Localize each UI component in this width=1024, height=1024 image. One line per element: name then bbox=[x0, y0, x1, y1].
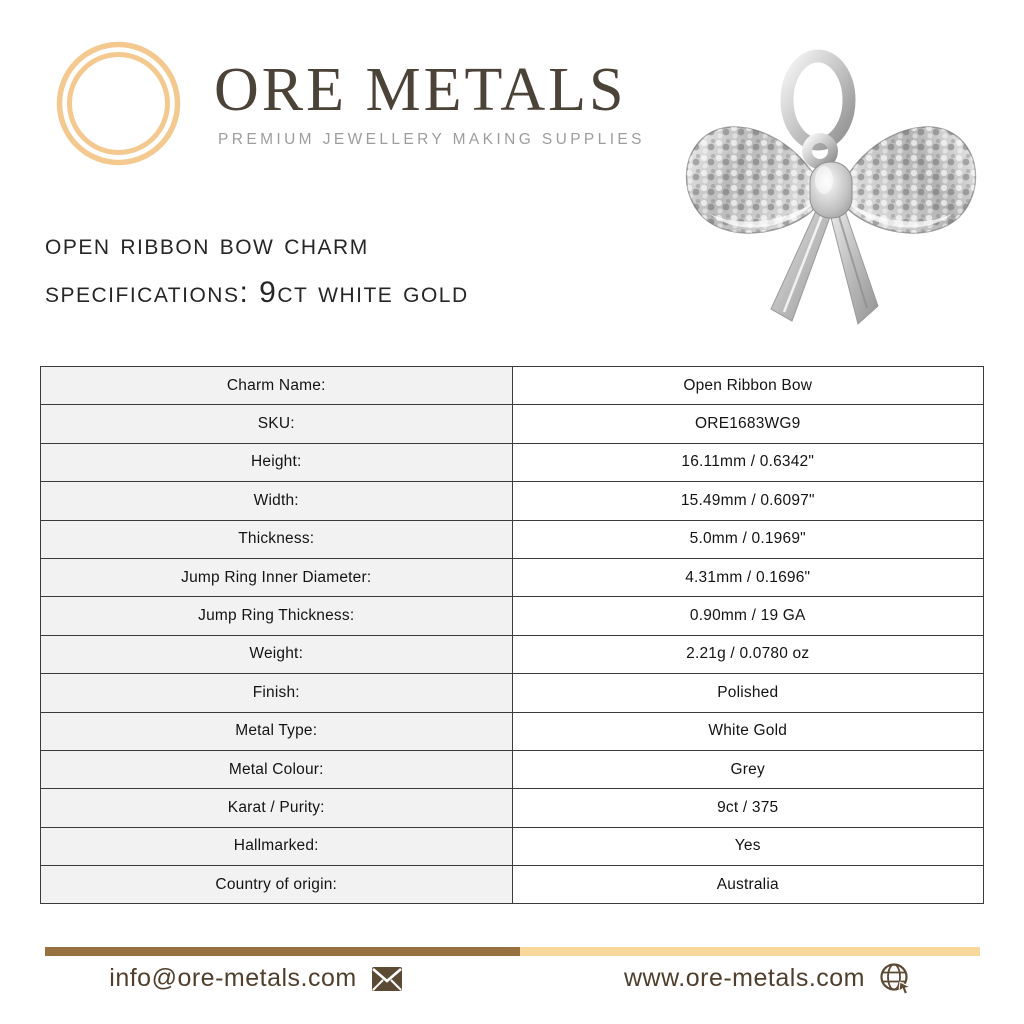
brand-name: ORE METALS bbox=[214, 56, 627, 124]
spec-value: ORE1683WG9 bbox=[512, 405, 984, 443]
divider-dark-segment bbox=[45, 947, 520, 956]
table-row bbox=[41, 597, 984, 635]
spec-label: Weight: bbox=[41, 635, 513, 673]
spec-value: Yes bbox=[512, 827, 984, 865]
spec-value: Open Ribbon Bow bbox=[512, 367, 984, 405]
spec-value: Grey bbox=[512, 750, 984, 788]
spec-label: Jump Ring Thickness: bbox=[41, 597, 513, 635]
product-titles bbox=[45, 221, 469, 317]
spec-value: Australia bbox=[512, 866, 984, 904]
divider-light-segment bbox=[520, 947, 980, 956]
spec-value: Polished bbox=[512, 674, 984, 712]
website-text: www.ore-metals.com bbox=[624, 964, 865, 992]
product-photo-bow-charm bbox=[670, 34, 992, 346]
spec-label: Thickness: bbox=[41, 520, 513, 558]
email-text: info@ore-metals.com bbox=[109, 964, 357, 992]
spec-label: Hallmarked: bbox=[41, 827, 513, 865]
spec-value: 5.0mm / 0.1969" bbox=[512, 520, 984, 558]
logo-rings-icon bbox=[55, 40, 182, 167]
spec-label: SKU: bbox=[41, 405, 513, 443]
table-row bbox=[41, 520, 984, 558]
footer-divider bbox=[45, 947, 980, 956]
table-row bbox=[41, 405, 984, 443]
spec-label: Charm Name: bbox=[41, 367, 513, 405]
brand-logo bbox=[55, 40, 645, 167]
table-row bbox=[41, 482, 984, 520]
spec-table bbox=[40, 366, 984, 904]
table-row bbox=[41, 635, 984, 673]
table-row bbox=[41, 443, 984, 481]
spec-label: Finish: bbox=[41, 674, 513, 712]
spec-label: Metal Colour: bbox=[41, 750, 513, 788]
spec-value: 4.31mm / 0.1696" bbox=[512, 558, 984, 596]
table-row bbox=[41, 712, 984, 750]
spec-label: Metal Type: bbox=[41, 712, 513, 750]
product-title: open ribbon bow charm bbox=[45, 228, 369, 261]
spec-label: Height: bbox=[41, 443, 513, 481]
envelope-icon bbox=[371, 966, 403, 992]
brand-tagline: PREMIUM JEWELLERY MAKING SUPPLIES bbox=[218, 131, 645, 148]
table-row bbox=[41, 866, 984, 904]
spec-value: 16.11mm / 0.6342" bbox=[512, 443, 984, 481]
footer-contacts bbox=[0, 962, 1024, 995]
product-subtitle: specifications: 9ct white gold bbox=[45, 276, 469, 309]
table-row bbox=[41, 674, 984, 712]
table-row bbox=[41, 750, 984, 788]
table-row bbox=[41, 558, 984, 596]
spec-value: 0.90mm / 19 GA bbox=[512, 597, 984, 635]
spec-value: 15.49mm / 0.6097" bbox=[512, 482, 984, 520]
spec-label: Karat / Purity: bbox=[41, 789, 513, 827]
email-link[interactable] bbox=[0, 962, 512, 995]
spec-label: Country of origin: bbox=[41, 866, 513, 904]
website-link[interactable] bbox=[512, 962, 1024, 995]
table-row bbox=[41, 827, 984, 865]
table-row bbox=[41, 367, 984, 405]
table-row bbox=[41, 789, 984, 827]
spec-value: 9ct / 375 bbox=[512, 789, 984, 827]
globe-icon bbox=[879, 962, 912, 995]
spec-value: White Gold bbox=[512, 712, 984, 750]
spec-value: 2.21g / 0.0780 oz bbox=[512, 635, 984, 673]
spec-label: Width: bbox=[41, 482, 513, 520]
spec-label: Jump Ring Inner Diameter: bbox=[41, 558, 513, 596]
